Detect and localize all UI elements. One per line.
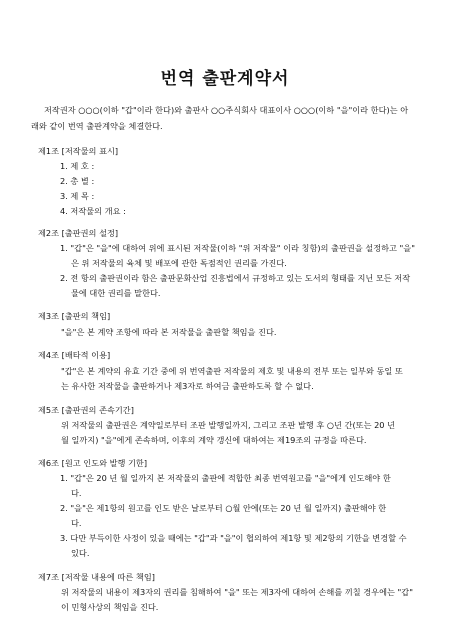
article-2-heading: 제2조 [출판권의 설정]	[38, 228, 119, 238]
article-5-heading: 제5조 [출판권의 존속기간]	[38, 405, 134, 415]
article-1-item-2: 2. 총 별 :	[60, 176, 95, 186]
article-6-line-4: 다.	[71, 518, 82, 528]
article-6-line-6: 있다.	[71, 548, 90, 558]
article-7-line-1: 위 저작물의 내용이 제3자의 권리를 침해하여 "을" 또는 제3자에 대하여 손해를 끼칠 경우에는 "갑"	[61, 587, 413, 597]
article-2-line-1: 1. "갑"은 "을"에 대하여 위에 표시된 저작물(이하 "위 저작물" 이라 칭함)의 출판권을 설정하고 "을"	[60, 243, 415, 253]
article-5-line-1: 위 저작물의 출판권은 계약일로부터 조판 발행일까지, 그리고 조판 발행 후 ○년 간(또는 20 년	[61, 420, 396, 430]
article-1-item-4: 4. 저작물의 개요 :	[60, 206, 126, 216]
article-6-heading: 제6조 [원고 인도와 발행 기한]	[38, 458, 148, 468]
article-2-line-2: 은 위 저작물의 육체 및 배포에 관한 독점적인 권리를 가진다.	[71, 258, 287, 268]
article-4-line-1: "갑"은 본 계약의 유효 기간 중에 위 번역출판 저작물의 제호 및 내용의 전부 또는 일부와 동일 또	[61, 366, 403, 376]
intro-line-1: 저작권자 ○○○(이하 "갑"이라 한다)와 출판사 ○○주식회사 대표이사 ○○○(이하 "을"이라 한다)는 아	[44, 105, 409, 115]
article-2-line-3: 2. 전 항의 출판권이라 함은 출판문화산업 진흥법에서 규정하고 있는 도서의 형태를 지닌 모든 저작	[60, 273, 411, 283]
article-1-heading: 제1조 [저작물의 표시]	[38, 146, 119, 156]
article-1-item-1: 1. 제 호 :	[60, 161, 95, 171]
article-3-line-1: "을"은 본 계약 조항에 따라 본 저작물을 출판할 책임을 진다.	[61, 327, 277, 337]
article-6-line-5: 3. 다만 부득이한 사정이 있을 때에는 "갑"과 "을"이 협의하여 제1항 및 제2항의 기한을 변경할 수	[60, 533, 407, 543]
intro-line-2: 래와 같이 번역 출판계약을 체결한다.	[31, 121, 163, 131]
article-7-heading: 제7조 [저작물 내용에 따른 책임]	[38, 572, 155, 582]
article-4-line-2: 는 유사한 저작물을 출판하거나 제3자로 하여금 출판하도록 할 수 없다.	[61, 381, 314, 391]
article-1-item-3: 3. 제 목 :	[60, 191, 95, 201]
article-7-line-2: 이 민형사상의 책임을 진다.	[61, 602, 159, 612]
article-6-line-1: 1. "갑"은 20 년 월 일까지 본 저작물의 출판에 적합한 최종 번역원고를 "을"에게 인도해야 한	[60, 473, 391, 483]
article-6-line-2: 다.	[71, 488, 82, 498]
article-6-line-3: 2. "을"은 제1항의 원고를 인도 받은 날로부터 ○월 안에(또는 20 년 월 일까지) 출판해야 한	[60, 503, 387, 513]
article-5-line-2: 월 일까지) "을"에게 존속하며, 이후의 계약 갱신에 대하여는 제19조의 규정을 따른다.	[61, 435, 367, 445]
article-4-heading: 제4조 [배타적 이용]	[38, 350, 111, 360]
article-3-heading: 제3조 [출판의 책임]	[38, 311, 111, 321]
document-title: 번역 출판계약서	[160, 69, 290, 89]
article-2-line-4: 물에 대한 권리를 말한다.	[71, 288, 161, 298]
